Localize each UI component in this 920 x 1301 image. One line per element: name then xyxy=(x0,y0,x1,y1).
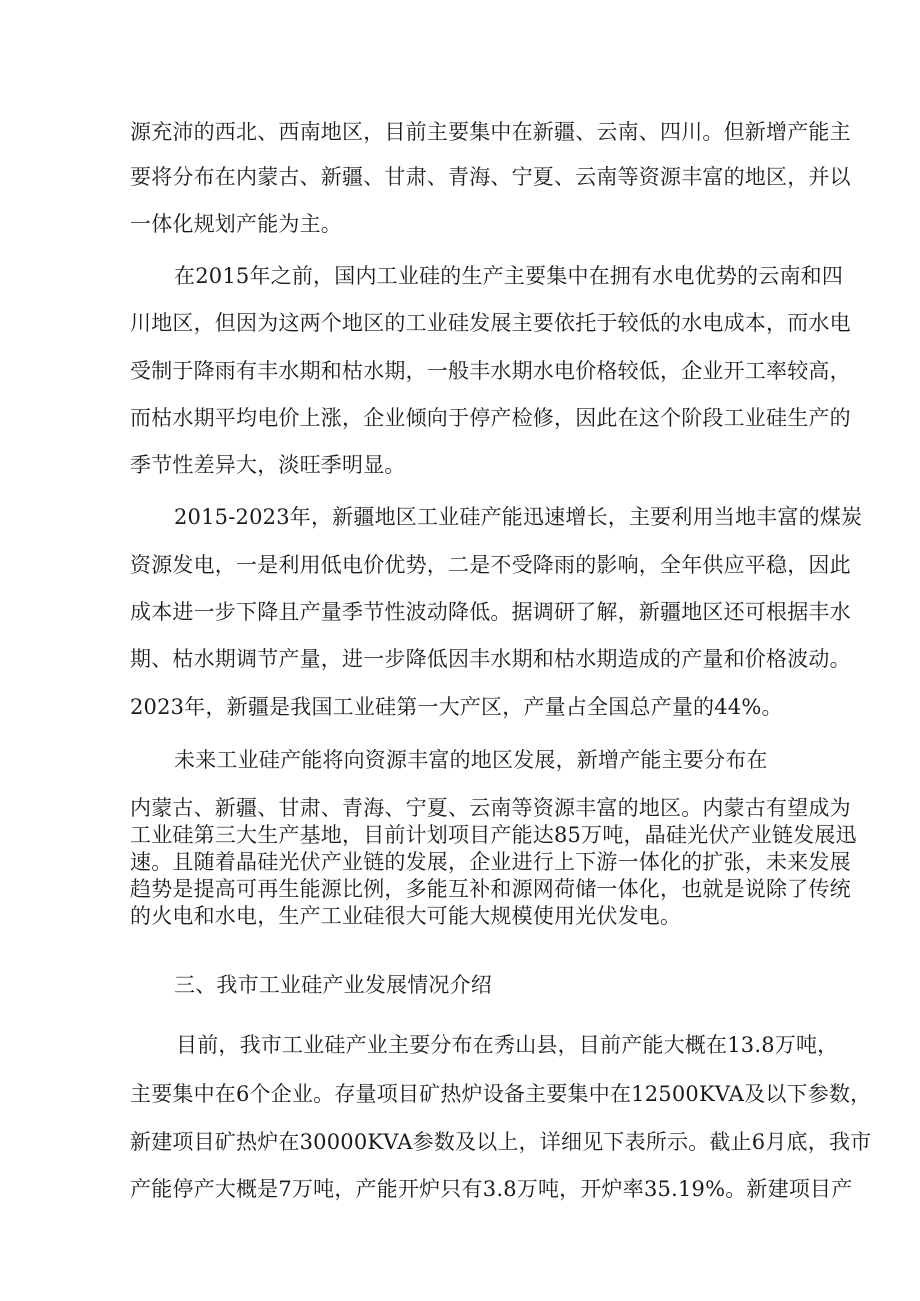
text-line: 2023年，新疆是我国工业硅第一大产区，产量占全国总产量的44%。 xyxy=(130,695,783,719)
text-line: 产能停产大概是7万吨，产能开炉只有3.8万吨，开炉率35.19%。新建项目产 xyxy=(130,1177,853,1201)
text-line: 在2015年之前，国内工业硅的生产主要集中在拥有水电优势的云南和四 xyxy=(174,264,844,288)
text-line: 而枯水期平均电价上涨，企业倾向于停产检修，因此在这个阶段工业硅生产的 xyxy=(130,406,851,430)
text-line: 成本进一步下降且产量季节性波动降低。据调研了解，新疆地区还可根据丰水 xyxy=(130,600,851,624)
text-line: 目前，我市工业硅产业主要分布在秀山县，目前产能大概在13.8万吨， xyxy=(176,1033,839,1057)
text-line: 速。且随着晶硅光伏产业链的发展，企业进行上下游一体化的扩张，未来发展 xyxy=(130,850,851,874)
text-line: 内蒙古、新疆、甘肃、青海、宁夏、云南等资源丰富的地区。内蒙古有望成为 xyxy=(130,796,851,820)
text-line: 工业硅第三大生产基地，目前计划项目产能达85万吨，晶硅光伏产业链发展迅 xyxy=(130,823,857,847)
text-line: 要将分布在内蒙古、新疆、甘肃、青海、宁夏、云南等资源丰富的地区，并以 xyxy=(130,165,851,189)
text-line: 季节性差异大，淡旺季明显。 xyxy=(130,453,406,477)
text-line: 受制于降雨有丰水期和枯水期，一般丰水期水电价格较低，企业开工率较高， xyxy=(130,359,851,383)
section-heading-text: 三、我市工业硅产业发展情况介绍 xyxy=(174,973,492,997)
text-line: 主要集中在6个企业。存量项目矿热炉设备主要集中在12500KVA及以下参数， xyxy=(130,1082,872,1106)
text-line: 期、枯水期调节产量，进一步降低因丰水期和枯水期造成的产量和价格波动。 xyxy=(130,647,851,671)
text-line: 2015-2023年，新疆地区工业硅产能迅速增长，主要利用当地丰富的煤炭 xyxy=(174,505,863,529)
text-line: 源充沛的西北、西南地区，目前主要集中在新疆、云南、四川。但新增产能主 xyxy=(130,120,851,144)
text-line: 新建项目矿热炉在30000KVA参数及以上，详细见下表所示。截止6月底，我市 xyxy=(130,1130,872,1154)
text-line: 川地区，但因为这两个地区的工业硅发展主要依托于较低的水电成本，而水电 xyxy=(130,311,851,335)
text-line: 资源发电，一是利用低电价优势，二是不受降雨的影响，全年供应平稳，因此 xyxy=(130,553,851,577)
text-line: 未来工业硅产能将向资源丰富的地区发展，新增产能主要分布在 xyxy=(174,748,768,772)
text-line: 的火电和水电，生产工业硅很大可能大规模使用光伏发电。 xyxy=(130,904,682,928)
text-line: 一体化规划产能为主。 xyxy=(130,212,342,236)
text-line: 趋势是提高可再生能源比例，多能互补和源网荷储一体化，也就是说除了传统 xyxy=(130,877,851,901)
